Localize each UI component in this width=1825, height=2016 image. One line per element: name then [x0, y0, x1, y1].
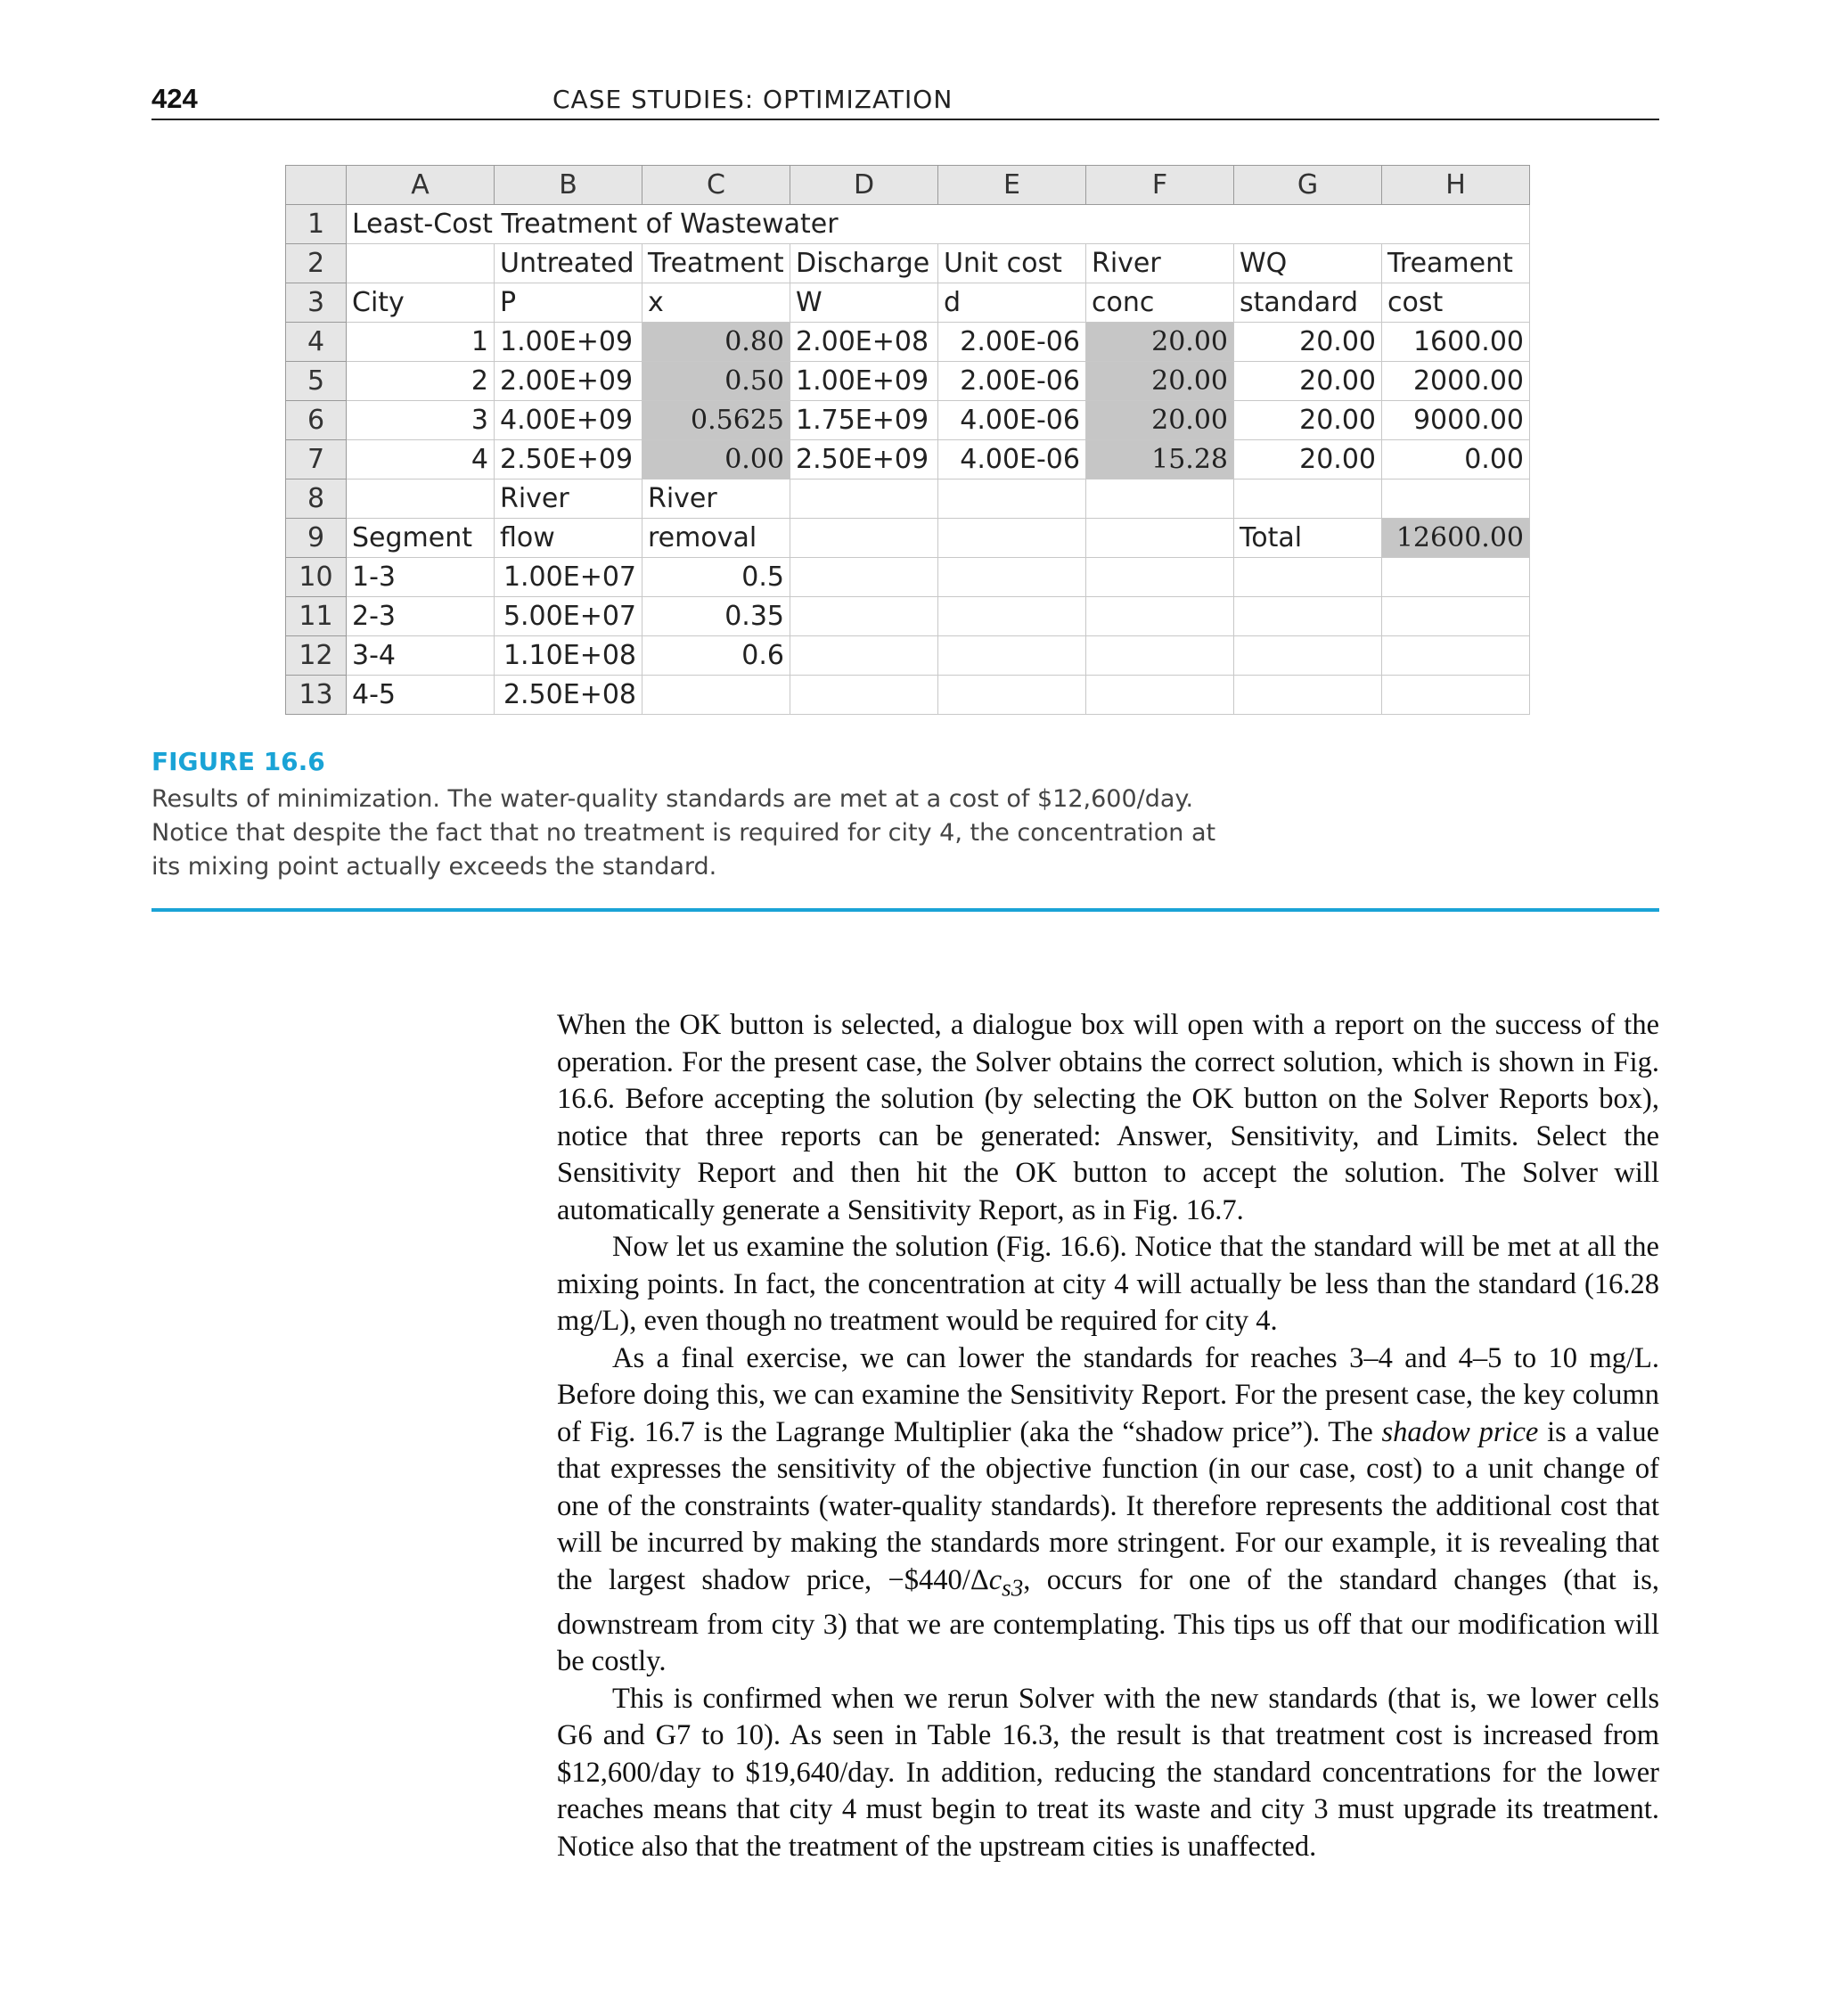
cell: 2.50E+08: [495, 676, 642, 715]
cell: removal: [642, 519, 790, 558]
cell: 2.00E-06: [938, 362, 1086, 401]
cell: 2000.00: [1382, 362, 1530, 401]
row-header: 3: [286, 283, 347, 323]
cell: [1382, 676, 1530, 715]
cell: [1086, 676, 1234, 715]
column-header-a: A: [347, 166, 495, 205]
cell-treatment: 0.5625: [642, 401, 790, 440]
cell: [1234, 597, 1382, 636]
sheet-row-2: [286, 244, 1530, 283]
row-header: 2: [286, 244, 347, 283]
figure-label: FIGURE 16.6: [151, 747, 325, 776]
cell: standard: [1234, 283, 1382, 323]
cell: 4: [347, 440, 495, 479]
cell: 1.10E+08: [495, 636, 642, 676]
row-header: 10: [286, 558, 347, 597]
segment-row: [286, 676, 1530, 715]
cell: 0.35: [642, 597, 790, 636]
cell: [1086, 597, 1234, 636]
cell: [938, 676, 1086, 715]
cell-treatment: 0.00: [642, 440, 790, 479]
cell: Discharge: [790, 244, 938, 283]
page-number: 424: [151, 83, 198, 114]
cell: x: [642, 283, 790, 323]
cell: Segment: [347, 519, 495, 558]
cell: 1-3: [347, 558, 495, 597]
cell: Untreated: [495, 244, 642, 283]
cell: Treament: [1382, 244, 1530, 283]
cell: [1234, 676, 1382, 715]
cell: [1234, 558, 1382, 597]
cell: River: [495, 479, 642, 519]
cell: 4-5: [347, 676, 495, 715]
row-header: 5: [286, 362, 347, 401]
segment-row: [286, 636, 1530, 676]
cell: 0.00: [1382, 440, 1530, 479]
cell: 20.00: [1234, 323, 1382, 362]
cell: 2: [347, 362, 495, 401]
total-label: Total: [1234, 519, 1382, 558]
cell: [1382, 636, 1530, 676]
cell: 1600.00: [1382, 323, 1530, 362]
cell: [1086, 558, 1234, 597]
cell: City: [347, 283, 495, 323]
cell: [1382, 558, 1530, 597]
row-header: 12: [286, 636, 347, 676]
cell: [642, 676, 790, 715]
cell: River: [1086, 244, 1234, 283]
text-run: is a value that expresses the sensitivity of the objective function (in our case, cost) to a unit change of one of the constraints (water-quality standards). It therefore represents the additional cost that will be incurred by making the standards more stringent. For our example, it is revealing that the largest shadow price, −$440/Δ: [557, 1415, 1659, 1596]
page-header: [151, 83, 1659, 120]
row-header: 11: [286, 597, 347, 636]
cell: WQ: [1234, 244, 1382, 283]
cell: [938, 636, 1086, 676]
paragraph: When the OK button is selected, a dialogue box will open with a report on the success of the operation. For the present case, the Solver obtains the correct solution, which is shown in Fig. 16.6. Before accepting the solution (by selecting the OK button on the Solver Reports box), notice that three reports can be generated: Answer, Sensitivity, and Limits. Select the Sensitivity Report and then hit the OK button to accept the solution. The Solver will automatically generate a Sensitivity Report, as in Fig. 16.7.: [557, 1009, 1659, 1226]
row-header: 4: [286, 323, 347, 362]
cell: 1: [347, 323, 495, 362]
cell: [1086, 519, 1234, 558]
row-header: 7: [286, 440, 347, 479]
cell-river-conc: 15.28: [1086, 440, 1234, 479]
cell: [790, 597, 938, 636]
column-header-e: E: [938, 166, 1086, 205]
spreadsheet-figure: [285, 165, 1530, 715]
cell-river-conc: 20.00: [1086, 362, 1234, 401]
figure-caption: Results of minimization. The water-quality standards are met at a cost of $12,600/day. Notice that despite the fact that no treatment is required for city 4, the concentration at its mixing point actually exceeds the standard.: [151, 785, 1216, 881]
cell: 2.50E+09: [495, 440, 642, 479]
total-cost-cell: 12600.00: [1382, 519, 1530, 558]
cell: [347, 479, 495, 519]
cell: 20.00: [1234, 440, 1382, 479]
cell: 4.00E+09: [495, 401, 642, 440]
paragraph: [557, 1340, 1659, 1681]
cell: 20.00: [1234, 362, 1382, 401]
cell: [1234, 479, 1382, 519]
cell: [1382, 597, 1530, 636]
cell: Unit cost: [938, 244, 1086, 283]
row-header: 6: [286, 401, 347, 440]
cell: 4.00E-06: [938, 440, 1086, 479]
cell-treatment: 0.80: [642, 323, 790, 362]
city-row: [286, 362, 1530, 401]
cell: [347, 244, 495, 283]
cell: 1.00E+09: [495, 323, 642, 362]
sheet-title: Least-Cost Treatment of Wastewater: [347, 205, 1530, 244]
cell: [1086, 479, 1234, 519]
cell: 2.00E+09: [495, 362, 642, 401]
cell: 0.6: [642, 636, 790, 676]
segment-row: [286, 597, 1530, 636]
column-header-row: [286, 166, 1530, 205]
sheet-row-1: [286, 205, 1530, 244]
segment-row: [286, 558, 1530, 597]
cell: River: [642, 479, 790, 519]
cell: [938, 519, 1086, 558]
cell: 2.50E+09: [790, 440, 938, 479]
column-header-c: C: [642, 166, 790, 205]
cell: 20.00: [1234, 401, 1382, 440]
cell: d: [938, 283, 1086, 323]
figure-divider: [151, 908, 1659, 912]
column-header-f: F: [1086, 166, 1234, 205]
cell: 1.75E+09: [790, 401, 938, 440]
cell: [790, 636, 938, 676]
row-header: 13: [286, 676, 347, 715]
cell: conc: [1086, 283, 1234, 323]
row-header: 1: [286, 205, 347, 244]
column-header-d: D: [790, 166, 938, 205]
cell: [790, 558, 938, 597]
column-header-h: H: [1382, 166, 1530, 205]
cell: [790, 676, 938, 715]
cell: [1382, 479, 1530, 519]
cell-river-conc: 20.00: [1086, 401, 1234, 440]
city-row: [286, 401, 1530, 440]
cell: [1086, 636, 1234, 676]
cell: 9000.00: [1382, 401, 1530, 440]
cell: [790, 479, 938, 519]
cell: 3-4: [347, 636, 495, 676]
cell: [938, 479, 1086, 519]
cell: 5.00E+07: [495, 597, 642, 636]
cell: [1234, 636, 1382, 676]
cell: 4.00E-06: [938, 401, 1086, 440]
cell: 1.00E+07: [495, 558, 642, 597]
corner-cell: [286, 166, 347, 205]
cell: [790, 519, 938, 558]
cell: P: [495, 283, 642, 323]
sheet-row-8: [286, 479, 1530, 519]
sheet-row-9: [286, 519, 1530, 558]
city-row: [286, 323, 1530, 362]
cell: 2.00E-06: [938, 323, 1086, 362]
cell: 0.5: [642, 558, 790, 597]
column-header-g: G: [1234, 166, 1382, 205]
cell: [938, 558, 1086, 597]
row-header: 9: [286, 519, 347, 558]
paragraph: This is confirmed when we rerun Solver with the new standards (that is, we lower cells G6 and G7 to 10). As seen in Table 16.3, the result is that treatment cost is increased from $12,600/day to $19,640/day. In addition, reducing the standard concentrations for the lower reaches means that city 4 must begin to treat its waste and city 3 must upgrade its treatment. Notice also that the treatment of the upstream cities is unaffected.: [557, 1682, 1659, 1863]
sheet-row-3: [286, 283, 1530, 323]
paragraph: Now let us examine the solution (Fig. 16.6). Notice that the standard will be met at all the mixing points. In fact, the concentration at city 4 will actually be less than the standard (16.28 mg/L), even though no treatment would be required for city 4.: [557, 1231, 1659, 1337]
cell: 1.00E+09: [790, 362, 938, 401]
text-run: As a final exercise, we can lower the standards for reaches 3–4 and 4–5 to 10 mg/L. Before doing this, we can examine the Sensitivity Report. For the present case, the key column of Fig. 16.7 is the Lagrange Multiplier (aka the “shadow price”). The: [557, 1341, 1659, 1448]
italic-term: shadow price: [1381, 1415, 1539, 1448]
cell: [938, 597, 1086, 636]
cell-river-conc: 20.00: [1086, 323, 1234, 362]
body-text: [557, 1007, 1659, 1865]
cell: 2-3: [347, 597, 495, 636]
cell: W: [790, 283, 938, 323]
math-variable: c: [988, 1563, 1003, 1596]
cell: 2.00E+08: [790, 323, 938, 362]
row-header: 8: [286, 479, 347, 519]
math-subscript: s3: [1002, 1574, 1024, 1601]
cell: Treatment: [642, 244, 790, 283]
cell: flow: [495, 519, 642, 558]
text-run: , occurs for one of the standard changes (that is, downstream from city 3) that we are contemplating. This tips us off that our modification will be costly.: [557, 1563, 1659, 1677]
cell: cost: [1382, 283, 1530, 323]
cell: 3: [347, 401, 495, 440]
running-head: CASE STUDIES: OPTIMIZATION: [552, 85, 953, 114]
city-row: [286, 440, 1530, 479]
cell-treatment: 0.50: [642, 362, 790, 401]
column-header-b: B: [495, 166, 642, 205]
